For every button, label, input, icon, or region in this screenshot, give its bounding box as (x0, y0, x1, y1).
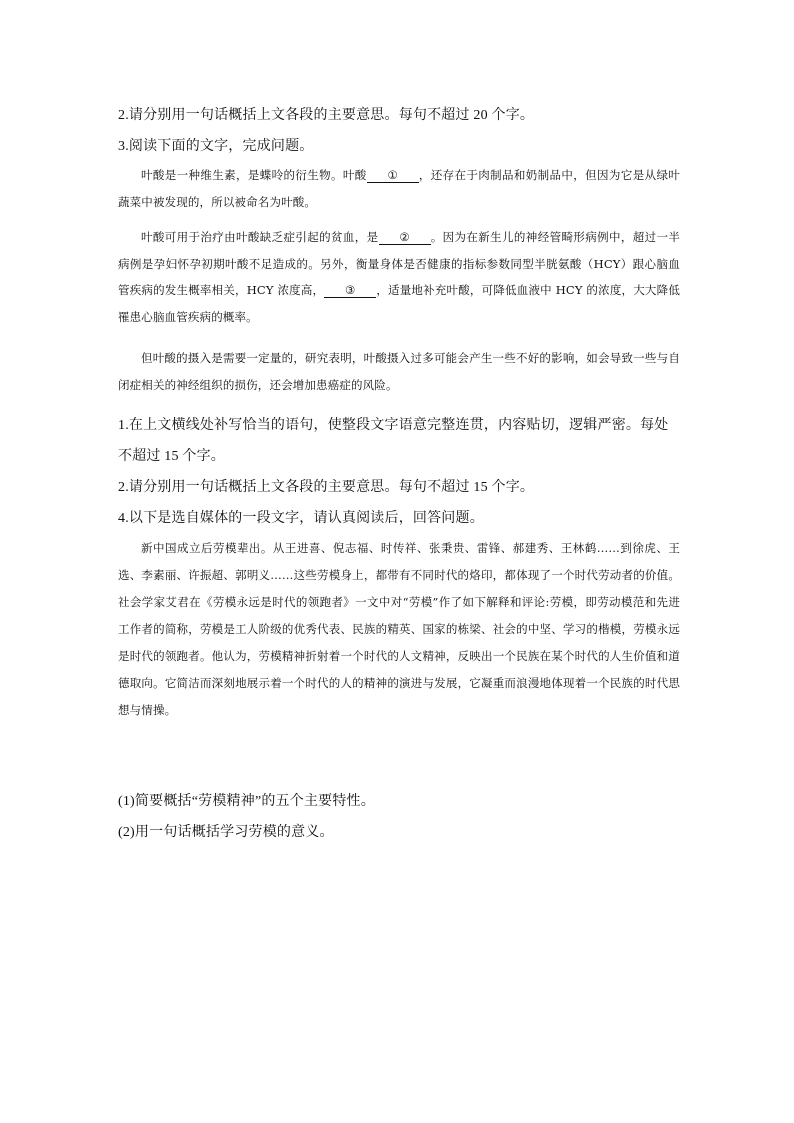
answer-blank-2[interactable]: ② (379, 230, 431, 245)
passage-paragraph-4: 新中国成立后劳模辈出。从王进喜、倪志福、时传祥、张秉贵、雷锋、郝建秀、王林鹤……到徐虎、王选、李素丽、许振超、郭明义……这些劳模身上，都带有不同时代的烙印，都体现了一个时代劳动者的价值。社会学家艾君在《劳模永远是时代的领跑者》一文中对“劳模”作了如下解释和评论:劳模，即劳动模范和先进工作者的简称，劳模是工人阶级的优秀代表、民族的精英、国家的栋梁、社会的中坚、学习的楷模，劳模永远是时代的领跑者。他认为，劳模精神折射着一个时代的人文精神，反映出一个民族在某个时代的人生价值和道德取向。它简洁而深刻地展示着一个时代的人的精神的演进与发展，它凝重而浪漫地体现着一个民族的时代思想与情操。 (118, 541, 680, 717)
question-3-subquestion-1: 1.在上文横线处补写恰当的语句，使整段文字语意完整连贯，内容贴切，逻辑严密。每处不超过 15 个字。 (118, 418, 669, 464)
passage-paragraph-2 (118, 224, 680, 330)
answer-blank-3[interactable]: ③ (324, 283, 376, 298)
question-3-intro: 3.阅读下面的文字，完成问题。 (118, 139, 314, 154)
question-4-subquestion-1: (1)简要概括“劳模精神”的五个主要特性。 (118, 794, 375, 809)
paragraph-text: 。因为在新生儿的神经管畸形病例中，超过一半病例是孕妇怀孕初期叶酸不足造成的。另外，衡量身体是否健康的指标参数同型半胱氨酸（HCY）跟心脑血管疾病的发生概率相关，HCY 浓度高， (118, 230, 680, 297)
passage-paragraph-3: 但叶酸的摄入是需要一定量的，研究表明，叶酸摄入过多可能会产生一些不好的影响，如会导致一些与自闭症相关的神经组织的损伤，还会增加患癌症的风险。 (118, 351, 680, 392)
paragraph-text: 叶酸可用于治疗由叶酸缺乏症引起的贫血，是 (141, 230, 379, 244)
question-4-intro: 4.以下是选自媒体的一段文字，请认真阅读后，回答问题。 (118, 511, 484, 526)
question-2-prompt: 2.请分别用一句话概括上文各段的主要意思。每句不超过 20 个字。 (118, 108, 535, 123)
question-3-subquestion-2: 2.请分别用一句话概括上文各段的主要意思。每句不超过 15 个字。 (118, 480, 535, 495)
question-4-subquestion-2: (2)用一句话概括学习劳模的意义。 (118, 825, 334, 840)
paragraph-text: ，还存在于肉制品和奶制品中，但因为它是从绿叶蔬菜中被发现的，所以被命名为叶酸。 (118, 168, 680, 209)
passage-paragraph-1 (118, 162, 680, 215)
answer-blank-1[interactable]: ① (367, 168, 419, 183)
paragraph-text: ，适量地补充叶酸，可降低血液中 HCY 的浓度，大大降低罹患心脑血管疾病的概率。 (118, 283, 680, 324)
paragraph-text: 叶酸是一种维生素，是蝶呤的衍生物。叶酸 (141, 168, 367, 182)
